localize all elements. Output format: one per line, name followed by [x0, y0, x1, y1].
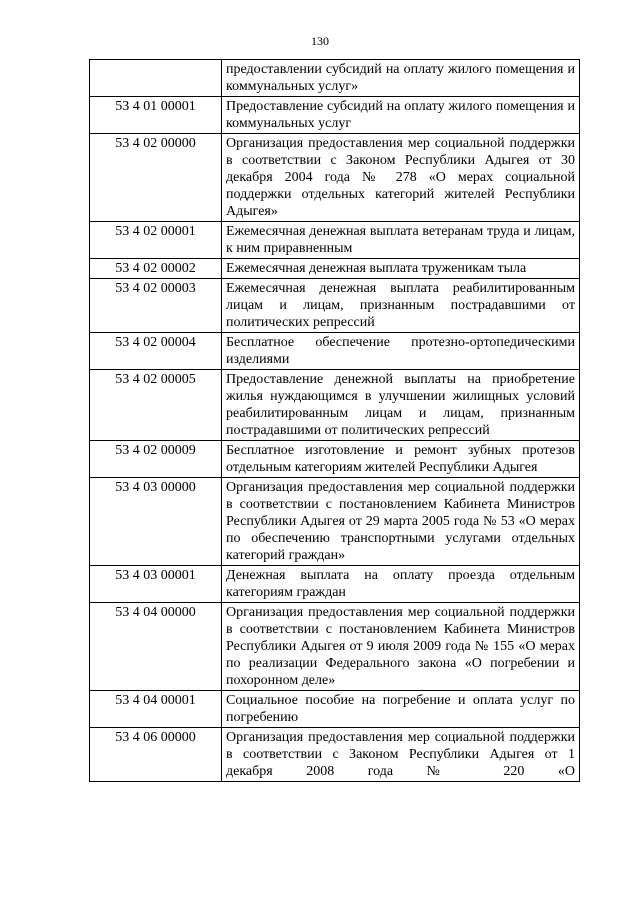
row-description: Организация предоставления мер социальной поддержки в соответствии с Законом Республики Адыгея от 1 декабря 2008 года № 220 «О	[222, 728, 580, 782]
table-row	[90, 259, 580, 279]
row-description: Бесплатное обеспечение протезно-ортопедическими изделиями	[222, 333, 580, 370]
row-description: Ежемесячная денежная выплата труженикам тыла	[222, 259, 580, 279]
row-code: 53 4 06 00000	[90, 728, 222, 782]
row-description: Организация предоставления мер социальной поддержки в соответствии с постановлением Кабинета Министров Республики Адыгея от 9 июля 2009 года № 155 «О мерах по реализации Федерального закона «О погребении и похоронном деле»	[222, 603, 580, 691]
table-row	[90, 222, 580, 259]
row-code: 53 4 01 00001	[90, 97, 222, 134]
row-description: Социальное пособие на погребение и оплата услуг по погребению	[222, 691, 580, 728]
table-row	[90, 279, 580, 333]
table-row	[90, 566, 580, 603]
row-description: Предоставление денежной выплаты на приобретение жилья нуждающимся в улучшении жилищных условий реабилитированным лицам и лицам, признанным пострадавшими от политических репрессий	[222, 370, 580, 441]
row-description: Предоставление субсидий на оплату жилого помещения и коммунальных услуг	[222, 97, 580, 134]
row-code: 53 4 02 00004	[90, 333, 222, 370]
table-row	[90, 728, 580, 782]
row-code: 53 4 03 00000	[90, 478, 222, 566]
row-code	[90, 60, 222, 97]
row-code: 53 4 04 00000	[90, 603, 222, 691]
row-code: 53 4 02 00003	[90, 279, 222, 333]
budget-classification-table	[89, 59, 580, 782]
row-description: предоставлении субсидий на оплату жилого помещения и коммунальных услуг»	[222, 60, 580, 97]
row-description: Ежемесячная денежная выплата ветеранам труда и лицам, к ним приравненным	[222, 222, 580, 259]
table-row	[90, 478, 580, 566]
row-description: Денежная выплата на оплату проезда отдельным категориям граждан	[222, 566, 580, 603]
table-row	[90, 333, 580, 370]
row-code: 53 4 02 00002	[90, 259, 222, 279]
row-description: Организация предоставления мер социальной поддержки в соответствии с Законом Республики Адыгея от 30 декабря 2004 года № 278 «О мерах социальной поддержки отдельных категорий жителей Республики Адыгея»	[222, 134, 580, 222]
table-row	[90, 691, 580, 728]
table-row	[90, 603, 580, 691]
row-code: 53 4 03 00001	[90, 566, 222, 603]
table-row	[90, 441, 580, 478]
row-description: Организация предоставления мер социальной поддержки в соответствии с постановлением Кабинета Министров Республики Адыгея от 29 марта 2005 года № 53 «О мерах по обеспечению транспортными услугами отдельных категорий граждан»	[222, 478, 580, 566]
row-code: 53 4 02 00000	[90, 134, 222, 222]
table-row	[90, 97, 580, 134]
row-description: Бесплатное изготовление и ремонт зубных протезов отдельным категориям жителей Республики Адыгея	[222, 441, 580, 478]
row-code: 53 4 02 00009	[90, 441, 222, 478]
table-row	[90, 60, 580, 97]
page-number: 130	[311, 34, 329, 48]
row-description: Ежемесячная денежная выплата реабилитированным лицам и лицам, признанным пострадавшими от политических репрессий	[222, 279, 580, 333]
table-row	[90, 134, 580, 222]
table-row	[90, 370, 580, 441]
row-code: 53 4 04 00001	[90, 691, 222, 728]
row-code: 53 4 02 00001	[90, 222, 222, 259]
row-code: 53 4 02 00005	[90, 370, 222, 441]
